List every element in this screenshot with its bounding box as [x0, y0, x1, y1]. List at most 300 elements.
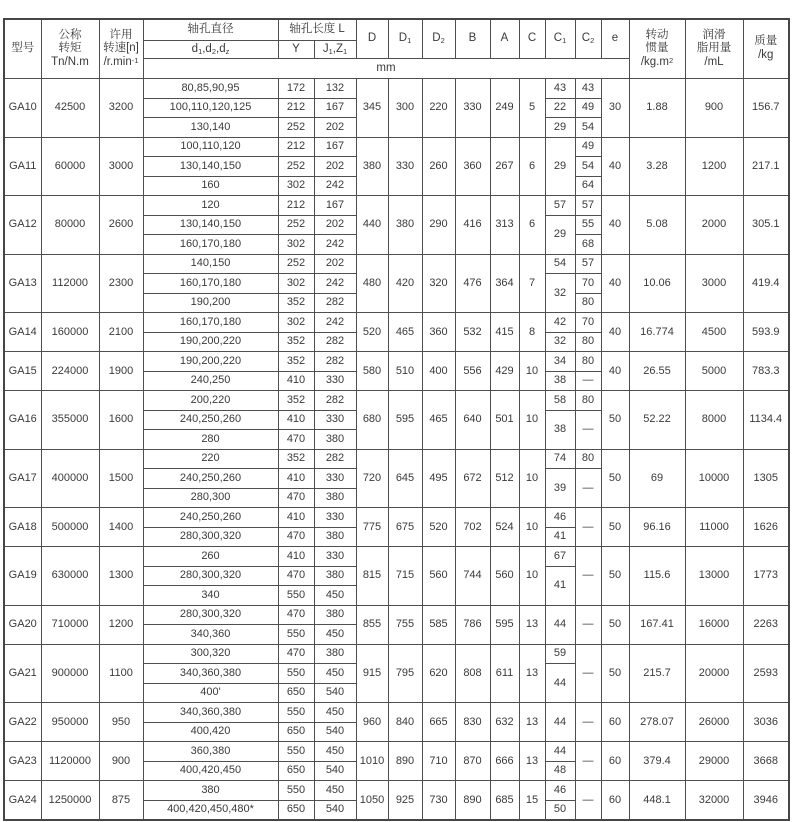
e-cell: 50 [601, 644, 629, 703]
dim-c-cell: 15 [519, 781, 545, 821]
col-header-d1: $D_1$ [388, 19, 422, 59]
c1-cell: 74 [545, 449, 575, 469]
bore-cell: 400,420 [143, 722, 278, 742]
length-jz-cell: 282 [314, 293, 356, 313]
col-header-a: A [490, 19, 519, 59]
inertia-cell: 69 [629, 449, 685, 508]
unit-label-mm: mm [143, 59, 629, 79]
dim-a-cell: 313 [490, 196, 519, 255]
dim-c-cell: 8 [519, 313, 545, 352]
dim-b-cell: 640 [455, 391, 490, 450]
dim-d1-cell: 715 [388, 547, 422, 606]
mass-cell: 783.3 [743, 352, 789, 391]
length-y-cell: 550 [278, 781, 314, 801]
dim-d-cell: 440 [356, 196, 388, 255]
bore-cell: 240,250,260 [143, 508, 278, 528]
dim-d-cell: 855 [356, 605, 388, 644]
dim-c-cell: 10 [519, 391, 545, 450]
length-jz-cell: 450 [314, 703, 356, 723]
speed-cell: 950 [99, 703, 143, 742]
col-header-bore-group: 轴孔直径 [143, 19, 278, 41]
length-jz-cell: 330 [314, 410, 356, 430]
speed-cell: 2300 [99, 254, 143, 313]
dim-d1-cell: 645 [388, 449, 422, 508]
length-jz-cell: 380 [314, 605, 356, 625]
e-cell: 60 [601, 703, 629, 742]
c2-cell: — [575, 547, 601, 606]
length-y-cell: 212 [278, 98, 314, 118]
grease-cell: 16000 [685, 605, 743, 644]
bore-cell: 300,320 [143, 644, 278, 664]
length-y-cell: 172 [278, 79, 314, 99]
col-header-d2: $D_2$ [422, 19, 455, 59]
c1-cell: 50 [545, 800, 575, 820]
length-y-cell: 212 [278, 196, 314, 216]
inertia-cell: 3.28 [629, 137, 685, 196]
e-cell: 50 [601, 547, 629, 606]
model-cell: GA10 [4, 79, 41, 138]
c1-cell: 41 [545, 527, 575, 547]
length-jz-cell: 540 [314, 683, 356, 703]
grease-cell: 13000 [685, 547, 743, 606]
dim-d2-cell: 620 [422, 644, 455, 703]
dim-d-cell: 480 [356, 254, 388, 313]
dim-c-cell: 7 [519, 254, 545, 313]
dim-c-cell: 10 [519, 547, 545, 606]
col-header-inertia: 转动 惯量 $/kg.m^2$ [629, 19, 685, 79]
col-header-model: 型号 [4, 19, 41, 79]
c2-cell: 49 [575, 137, 601, 157]
length-jz-cell: 282 [314, 352, 356, 372]
c2-cell: 43 [575, 79, 601, 99]
torque-cell: 710000 [41, 605, 99, 644]
model-cell: GA18 [4, 508, 41, 547]
dim-d2-cell: 260 [422, 137, 455, 196]
bore-cell: 160 [143, 176, 278, 196]
length-y-cell: 550 [278, 703, 314, 723]
dim-d1-cell: 925 [388, 781, 422, 821]
col-header-length-group: 轴孔长度 L [278, 19, 356, 41]
table-row [4, 703, 789, 723]
c1-cell: 46 [545, 508, 575, 528]
dim-d-cell: 1050 [356, 781, 388, 821]
bore-cell: 400' [143, 683, 278, 703]
dim-c-cell: 13 [519, 644, 545, 703]
e-cell: 40 [601, 313, 629, 352]
length-jz-cell: 540 [314, 761, 356, 781]
length-y-cell: 352 [278, 352, 314, 372]
mass-cell: 156.7 [743, 79, 789, 138]
bore-cell: 360,380 [143, 742, 278, 762]
dim-d-cell: 680 [356, 391, 388, 450]
c2-cell: — [575, 605, 601, 644]
inertia-cell: 96.16 [629, 508, 685, 547]
dim-d2-cell: 220 [422, 79, 455, 138]
table-row [4, 352, 789, 372]
length-jz-cell: 202 [314, 157, 356, 177]
dim-d-cell: 775 [356, 508, 388, 547]
torque-cell: 400000 [41, 449, 99, 508]
c2-cell: 80 [575, 352, 601, 372]
bore-cell: 120 [143, 196, 278, 216]
c2-cell: 70 [575, 274, 601, 294]
dim-b-cell: 744 [455, 547, 490, 606]
model-cell: GA12 [4, 196, 41, 255]
e-cell: 50 [601, 508, 629, 547]
length-y-cell: 410 [278, 469, 314, 489]
c2-cell: 57 [575, 196, 601, 216]
torque-cell: 60000 [41, 137, 99, 196]
dim-d2-cell: 465 [422, 391, 455, 450]
inertia-cell: 379.4 [629, 742, 685, 781]
c2-cell: 54 [575, 157, 601, 177]
inertia-cell: 167.41 [629, 605, 685, 644]
c2-cell: — [575, 781, 601, 821]
torque-cell: 355000 [41, 391, 99, 450]
length-jz-cell: 132 [314, 79, 356, 99]
c1-cell: 44 [545, 664, 575, 703]
c2-cell: — [575, 742, 601, 781]
col-header-b: B [455, 19, 490, 59]
c2-cell: 54 [575, 118, 601, 138]
bore-cell: 100,110,120 [143, 137, 278, 157]
dim-a-cell: 364 [490, 254, 519, 313]
dim-b-cell: 702 [455, 508, 490, 547]
grease-cell: 10000 [685, 449, 743, 508]
table-row [4, 196, 789, 216]
bore-cell: 240,250 [143, 371, 278, 391]
dim-d-cell: 720 [356, 449, 388, 508]
c1-cell: 42 [545, 313, 575, 333]
length-y-cell: 650 [278, 722, 314, 742]
speed-cell: 3200 [99, 79, 143, 138]
torque-cell: 500000 [41, 508, 99, 547]
bore-cell: 160,170,180 [143, 313, 278, 333]
table-header [4, 19, 789, 79]
length-jz-cell: 450 [314, 625, 356, 645]
c2-cell: — [575, 410, 601, 449]
length-jz-cell: 167 [314, 98, 356, 118]
length-y-cell: 470 [278, 644, 314, 664]
length-y-cell: 470 [278, 566, 314, 586]
bore-cell: 100,110,120,125 [143, 98, 278, 118]
coupling-spec-table [3, 18, 790, 821]
dim-d-cell: 345 [356, 79, 388, 138]
dim-d2-cell: 290 [422, 196, 455, 255]
length-y-cell: 650 [278, 683, 314, 703]
dim-a-cell: 429 [490, 352, 519, 391]
speed-cell: 2100 [99, 313, 143, 352]
length-y-cell: 352 [278, 391, 314, 411]
length-y-cell: 302 [278, 176, 314, 196]
torque-cell: 1250000 [41, 781, 99, 821]
c1-cell: 38 [545, 371, 575, 391]
torque-cell: 42500 [41, 79, 99, 138]
model-cell: GA19 [4, 547, 41, 606]
grease-cell: 11000 [685, 508, 743, 547]
length-jz-cell: 380 [314, 644, 356, 664]
length-jz-cell: 202 [314, 254, 356, 274]
length-jz-cell: 202 [314, 118, 356, 138]
length-jz-cell: 380 [314, 488, 356, 508]
col-header-d: D [356, 19, 388, 59]
dim-c-cell: 10 [519, 449, 545, 508]
e-cell: 30 [601, 79, 629, 138]
e-cell: 60 [601, 781, 629, 821]
c2-cell: 64 [575, 176, 601, 196]
length-y-cell: 352 [278, 332, 314, 352]
table-row [4, 79, 789, 99]
length-jz-cell: 380 [314, 566, 356, 586]
grease-cell: 3000 [685, 254, 743, 313]
dim-c-cell: 6 [519, 137, 545, 196]
speed-cell: 1200 [99, 605, 143, 644]
length-y-cell: 410 [278, 410, 314, 430]
length-jz-cell: 450 [314, 664, 356, 684]
c1-cell: 32 [545, 274, 575, 313]
c1-cell: 34 [545, 352, 575, 372]
length-jz-cell: 450 [314, 781, 356, 801]
length-y-cell: 252 [278, 118, 314, 138]
col-header-grease: 润滑 脂用量 /mL [685, 19, 743, 79]
dim-b-cell: 416 [455, 196, 490, 255]
c2-cell: 80 [575, 332, 601, 352]
e-cell: 40 [601, 254, 629, 313]
bore-cell: 280,300 [143, 488, 278, 508]
torque-cell: 630000 [41, 547, 99, 606]
col-header-speed: 许用 转速[n] $/r.\min^{-1}$ [99, 19, 143, 79]
c2-cell: 80 [575, 293, 601, 313]
length-y-cell: 550 [278, 742, 314, 762]
length-y-cell: 410 [278, 371, 314, 391]
length-y-cell: 252 [278, 215, 314, 235]
length-y-cell: 550 [278, 664, 314, 684]
dim-d2-cell: 360 [422, 313, 455, 352]
dim-d1-cell: 420 [388, 254, 422, 313]
length-y-cell: 550 [278, 586, 314, 606]
inertia-cell: 215.7 [629, 644, 685, 703]
col-header-c1: $C_1$ [545, 19, 575, 59]
dim-d2-cell: 320 [422, 254, 455, 313]
dim-c-cell: 10 [519, 352, 545, 391]
c1-cell: 43 [545, 79, 575, 99]
dim-d-cell: 815 [356, 547, 388, 606]
bore-cell: 140,150 [143, 254, 278, 274]
dim-a-cell: 249 [490, 79, 519, 138]
grease-cell: 8000 [685, 391, 743, 450]
dim-b-cell: 890 [455, 781, 490, 821]
bore-cell: 280,300,320 [143, 566, 278, 586]
dim-d1-cell: 510 [388, 352, 422, 391]
model-cell: GA11 [4, 137, 41, 196]
length-jz-cell: 202 [314, 215, 356, 235]
bore-cell: 160,170,180 [143, 274, 278, 294]
dim-a-cell: 632 [490, 703, 519, 742]
e-cell: 60 [601, 742, 629, 781]
length-jz-cell: 242 [314, 313, 356, 333]
dim-a-cell: 524 [490, 508, 519, 547]
c2-cell: 55 [575, 215, 601, 235]
mass-cell: 3036 [743, 703, 789, 742]
e-cell: 40 [601, 352, 629, 391]
grease-cell: 32000 [685, 781, 743, 821]
table-row [4, 508, 789, 528]
dim-d-cell: 960 [356, 703, 388, 742]
table-row [4, 313, 789, 333]
length-jz-cell: 330 [314, 508, 356, 528]
table-body [4, 79, 789, 821]
dim-a-cell: 501 [490, 391, 519, 450]
speed-cell: 1500 [99, 449, 143, 508]
length-jz-cell: 282 [314, 332, 356, 352]
c1-cell: 46 [545, 781, 575, 801]
e-cell: 50 [601, 605, 629, 644]
c1-cell: 29 [545, 118, 575, 138]
bore-cell: 280 [143, 430, 278, 450]
bore-cell: 340 [143, 586, 278, 606]
c2-cell: 49 [575, 98, 601, 118]
dim-c-cell: 13 [519, 605, 545, 644]
grease-cell: 5000 [685, 352, 743, 391]
dim-a-cell: 595 [490, 605, 519, 644]
dim-d1-cell: 890 [388, 742, 422, 781]
inertia-cell: 16.774 [629, 313, 685, 352]
e-cell: 50 [601, 449, 629, 508]
c2-cell: — [575, 371, 601, 391]
c1-cell: 41 [545, 566, 575, 605]
dim-c-cell: 5 [519, 79, 545, 138]
bore-cell: 400,420,450,480* [143, 800, 278, 820]
length-jz-cell: 380 [314, 527, 356, 547]
bore-cell: 130,140 [143, 118, 278, 138]
bore-cell: 340,360,380 [143, 703, 278, 723]
dim-b-cell: 330 [455, 79, 490, 138]
model-cell: GA23 [4, 742, 41, 781]
header-row-1 [4, 19, 789, 41]
dim-d1-cell: 795 [388, 644, 422, 703]
length-jz-cell: 450 [314, 586, 356, 606]
length-jz-cell: 450 [314, 742, 356, 762]
bore-cell: 380 [143, 781, 278, 801]
bore-cell: 240,250,260 [143, 410, 278, 430]
grease-cell: 20000 [685, 644, 743, 703]
table-row [4, 449, 789, 469]
dim-d-cell: 380 [356, 137, 388, 196]
dim-b-cell: 360 [455, 137, 490, 196]
c1-cell: 22 [545, 98, 575, 118]
c1-cell: 67 [545, 547, 575, 567]
c2-cell: — [575, 703, 601, 742]
length-y-cell: 302 [278, 274, 314, 294]
dim-d2-cell: 710 [422, 742, 455, 781]
dim-c-cell: 13 [519, 703, 545, 742]
c2-cell: — [575, 469, 601, 508]
mass-cell: 3668 [743, 742, 789, 781]
dim-d2-cell: 560 [422, 547, 455, 606]
dim-a-cell: 415 [490, 313, 519, 352]
dim-a-cell: 685 [490, 781, 519, 821]
c1-cell: 29 [545, 215, 575, 254]
speed-cell: 1300 [99, 547, 143, 606]
dim-b-cell: 532 [455, 313, 490, 352]
length-jz-cell: 282 [314, 449, 356, 469]
speed-cell: 1900 [99, 352, 143, 391]
length-y-cell: 252 [278, 157, 314, 177]
col-header-mass: 质量 /kg [743, 19, 789, 79]
inertia-cell: 115.6 [629, 547, 685, 606]
mass-cell: 3946 [743, 781, 789, 821]
bore-cell: 220 [143, 449, 278, 469]
mass-cell: 2263 [743, 605, 789, 644]
model-cell: GA17 [4, 449, 41, 508]
speed-cell: 875 [99, 781, 143, 821]
dim-d2-cell: 665 [422, 703, 455, 742]
length-jz-cell: 242 [314, 176, 356, 196]
mass-cell: 1305 [743, 449, 789, 508]
table-row [4, 137, 789, 157]
bore-cell: 80,85,90,95 [143, 79, 278, 99]
length-jz-cell: 330 [314, 371, 356, 391]
col-header-torque: 公称 转矩 Tn/N.m [41, 19, 99, 79]
table-row [4, 547, 789, 567]
bore-cell: 190,200 [143, 293, 278, 313]
bore-cell: 280,300,320 [143, 527, 278, 547]
dim-d2-cell: 400 [422, 352, 455, 391]
mass-cell: 419.4 [743, 254, 789, 313]
length-y-cell: 302 [278, 313, 314, 333]
dim-c-cell: 13 [519, 742, 545, 781]
dim-b-cell: 786 [455, 605, 490, 644]
c2-cell: — [575, 508, 601, 547]
c1-cell: 38 [545, 410, 575, 449]
length-jz-cell: 242 [314, 235, 356, 255]
e-cell: 50 [601, 391, 629, 450]
c1-cell: 39 [545, 469, 575, 508]
torque-cell: 224000 [41, 352, 99, 391]
length-y-cell: 470 [278, 605, 314, 625]
table-row [4, 644, 789, 664]
col-header-length-y: Y [278, 41, 314, 59]
grease-cell: 4500 [685, 313, 743, 352]
c1-cell: 44 [545, 742, 575, 762]
length-y-cell: 302 [278, 235, 314, 255]
inertia-cell: 1.88 [629, 79, 685, 138]
dim-d1-cell: 380 [388, 196, 422, 255]
bore-cell: 190,200,220 [143, 352, 278, 372]
speed-cell: 1600 [99, 391, 143, 450]
length-y-cell: 352 [278, 293, 314, 313]
model-cell: GA20 [4, 605, 41, 644]
dim-b-cell: 672 [455, 449, 490, 508]
c2-cell: 80 [575, 449, 601, 469]
grease-cell: 29000 [685, 742, 743, 781]
length-jz-cell: 167 [314, 137, 356, 157]
dim-d1-cell: 675 [388, 508, 422, 547]
inertia-cell: 5.08 [629, 196, 685, 255]
grease-cell: 900 [685, 79, 743, 138]
length-jz-cell: 540 [314, 800, 356, 820]
dim-c-cell: 6 [519, 196, 545, 255]
dim-d-cell: 1010 [356, 742, 388, 781]
inertia-cell: 278.07 [629, 703, 685, 742]
mass-cell: 2593 [743, 644, 789, 703]
bore-cell: 200,220 [143, 391, 278, 411]
table-row [4, 781, 789, 801]
dim-d1-cell: 755 [388, 605, 422, 644]
grease-cell: 26000 [685, 703, 743, 742]
dim-a-cell: 666 [490, 742, 519, 781]
length-y-cell: 252 [278, 254, 314, 274]
